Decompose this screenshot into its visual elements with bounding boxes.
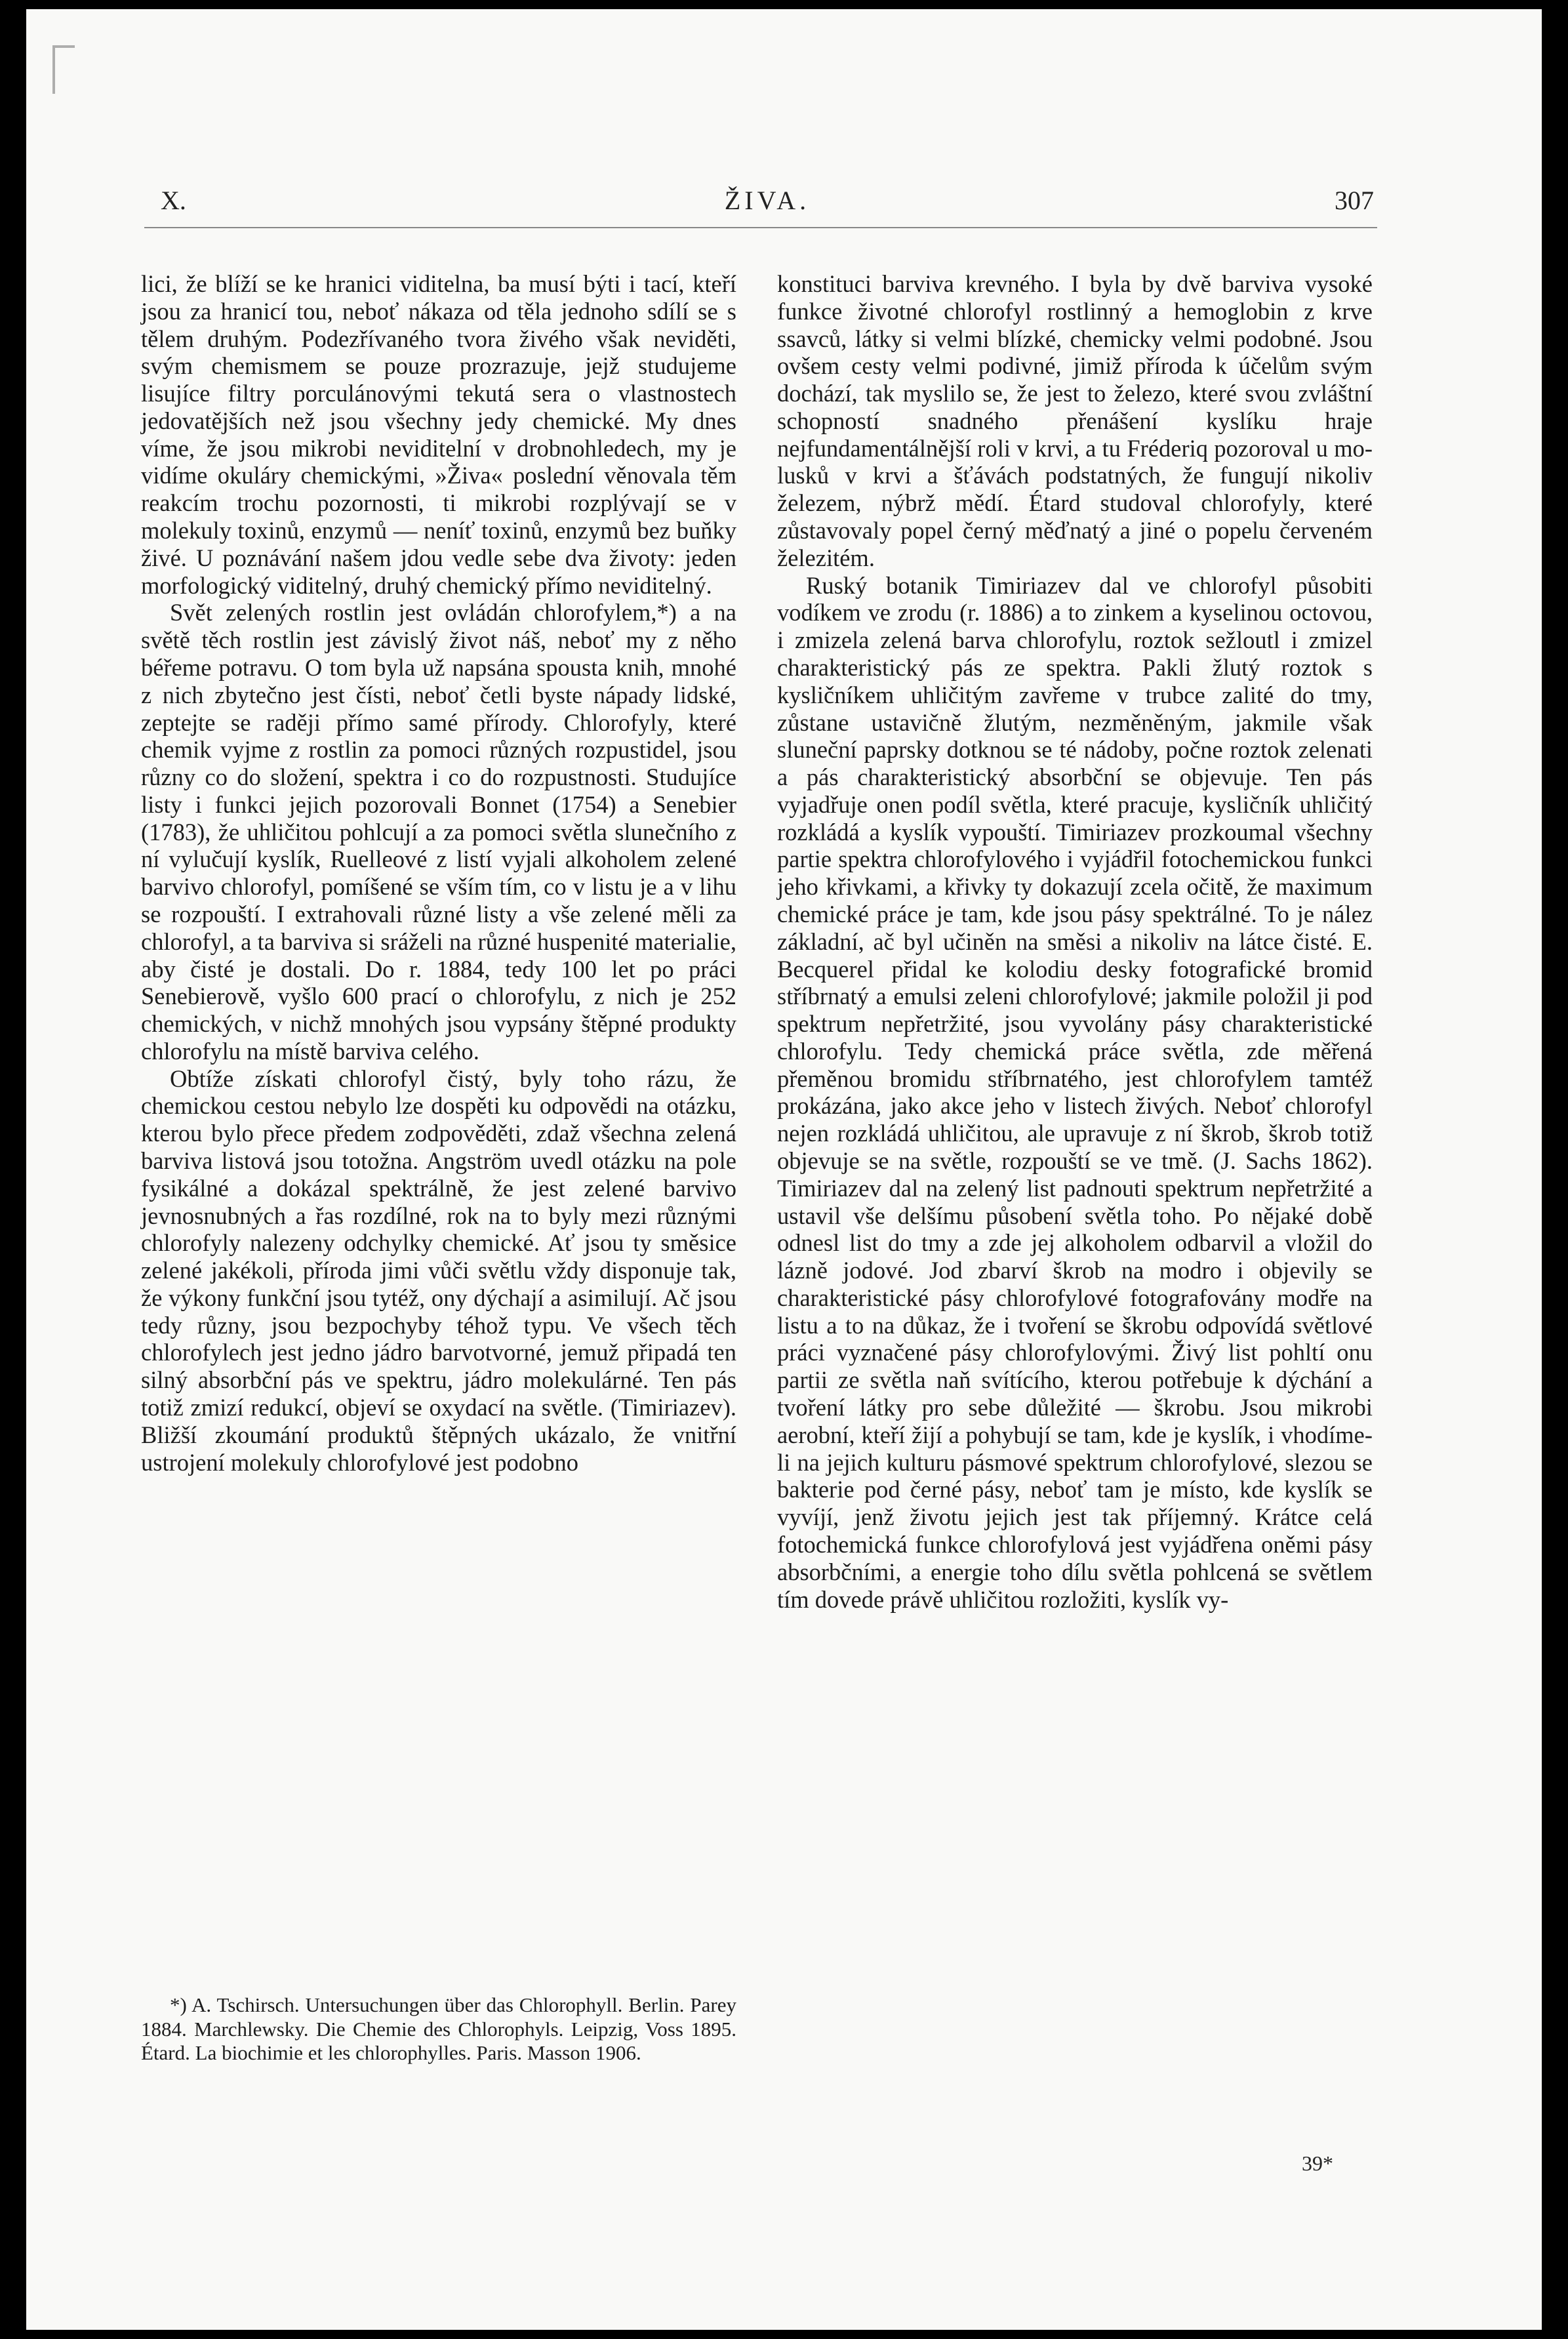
header-rule [144, 227, 1377, 228]
paragraph: Svět zelených rostlin jest ovládán chlorofylem,*) a na světě těch rostlin jest závislý život náš, neboť my z něho béřeme potravu. O tom byla už napsána spousta knih, mnohé z nich zbytečno jest čísti, neboť četli byste nápady lidské, zeptejte se raději přímo samé přírody. Chlorofyly, které chemik vyjme z rostlin za pomoci různých rozpustidel, jsou různy co do složení, spektra i co do rozpustnosti. Studujíce listy i funkci jejich pozorovali Bonnet (1754) a Senebier (1783), že uhličitou pohlcují a za pomoci světla slunečního z ní vylučují kyslík, Ruelleové z listí vyjali alkoholem zelené barvivo chlorofyl, pomíšené se vším tím, co v listu je a v lihu se rozpouští. I extrahovali různé listy a vše zelené měli za chlorofyl, a ta barviva si sráželi na různé huspenité materialie, aby čisté je dostali. Do r. 1884, tedy 100 let po práci Senebierově, vyšlo 600 prací o chlorofylu, z nich je 252 chemických, v nichž mnohých jsou vypsány štěpné produkty chlorofylu na místě barviva celého. [141, 599, 736, 1065]
footnotes [141, 1993, 736, 2065]
signature-mark: 39* [1302, 2151, 1333, 2175]
right-column [777, 270, 1373, 1613]
page [26, 9, 1542, 2330]
paragraph: konstituci barviva krevného. I byla by dvě barviva vysoké funkce životné chlorofyl rostlinný a hemoglobin z krve ssavců, látky si velmi blízké, chemicky velmi podobné. Jsou ovšem cesty velmi podivné, jimiž příroda k účelům svým dochází, tak myslilo se, že jest to železo, které svou zvláštní schopností snadného přenášení kyslíku hraje nejfundamentálnější roli v krvi, a tu Fréderiq pozoroval u mo-lusků v krvi a šťávách podstatných, že fungují nikoliv železem, nýbrž mědí. Étard studoval chlorofyly, které zůstavovaly popel černý měďnatý a jiné o popelu červeném železitém. [777, 270, 1373, 571]
paragraph: lici, že blíží se ke hranici viditelna, ba musí býti i tací, kteří jsou za hranicí tou, neboť nákaza od těla jednoho sdílí se s tělem druhým. Podezřívaného tvora živého však neviděti, svým chemismem se pouze prozrazuje, jejž studujeme lisujíce filtry porculánovými tekutá sera o vlastnostech jedovatějších než jsou všechny jedy chemické. My dnes víme, že jsou mikrobi neviditelní v drobnohledech, my je vidíme okuláry chemickými, »Živa« poslední věnovala těm reakcím trochu pozornosti, ti mikrobi rozplývají se v molekuly toxinů, enzymů — neníť toxinů, enzymů bez buňky živé. U poznávání našem jdou vedle sebe dva životy: jeden morfologický viditelný, druhý chemický přímo neviditelný. [141, 270, 736, 599]
left-column [141, 270, 736, 1476]
paragraph: Obtíže získati chlorofyl čistý, byly toho rázu, že chemickou cestou nebylo lze dospěti ku odpovědi na otázku, kterou bylo přece předem zodpověděti, zdaž všechna zelená barviva listová jsou totožna. Angström uvedl otázku na pole fysikálné a dokázal spektrálně, že jest zelené barvivo jevnosnubných a řas rozdílné, rok na to byly mezi různými chlorofyly nalezeny odchylky chemické. Ať jsou ty směsice zelené jakékoli, příroda jimi vůči světlu vždy disponuje tak, že výkony funkční jsou tytéž, ony dýchají a asimilují. Ač jsou tedy různy, jsou bezpochyby téhož typu. Ve všech těch chlorofylech jest jedno jádro barvotvorné, jemuž připadá ten silný absorbční pás ve spektru, jádro molekulárné. Ten pás totiž zmizí redukcí, objeví se oxydací na světle. (Timiriazev). Bližší zkoumání produktů štěpných ukázalo, že vnitřní ustrojení molekuly chlorofylové jest podobno [141, 1065, 736, 1476]
running-header [161, 185, 1374, 224]
paragraph: Ruský botanik Timiriazev dal ve chlorofyl působiti vodíkem ve zrodu (r. 1886) a to zinkem a kyselinou octovou, i zmizela zelená barva chlorofylu, roztok sežloutl i zmizel charakteristický pás ze spektra. Pakli žlutý roztok s kysličníkem uhličitým zavřeme v trubce zalité do tmy, zůstane ustavičně žlutým, nezměněným, jakmile však sluneční paprsky dotknou se té nádoby, počne roztok zelenati a pás charakteristický absorbční se objevuje. Ten pás vyjadřuje onen podíl světla, které pracuje, kysličník uhličitý rozkládá a kyslík vypouští. Timiriazev prozkoumal všechny partie spektra chlorofylového i vyjádřil fotochemickou funkci jeho křivkami, a křivky ty dokazují zcela očitě, že maximum chemické práce je tam, kde jsou pásy spektrálné. To je nález základní, ač byl učiněn na směsi a nikoliv na látce čisté. E. Becquerel přidal ke kolodiu desky fotografické bromid stříbrnatý a emulsi zeleni chlorofylové; jakmile položil ji pod spektrum nepřetržité, jsou vyvolány pásy charakteristické chlorofylu. Tedy chemická práce světla, zde měřená přeměnou bromidu stříbrnatého, jest chlorofylem tamtéž prokázána, jako akce jeho v listech živých. Neboť chlorofyl nejen rozkládá uhličitou, ale upravuje z ní škrob, škrob totiž objevuje se na světle, rozpouští se ve tmě. (J. Sachs 1862). Timiriazev dal na zelený list padnouti spektrum nepřetržité a ustavil vše delšímu působení světla toho. Po nějaké době odnesl list do tmy a zde jej alkoholem odbarvil a vložil do lázně jodové. Jod zbarví škrob na modro i objevily se charakteristické pásy chlorofylové fotografovány modře na listu a to na důkaz, že i tvoření se škrobu odpovídá světlové práci vyznačené pásy chlorofylovými. Živý list pohltí onu partii ze světla naň svítícího, kterou potřebuje k dýchání a tvoření látky pro sebe důležité — škrobu. Jsou mikrobi aerobní, kteří žijí a pohybují se tam, kde je kyslík, i vhodíme-li na jejich kulturu pásmové spektrum chlorofylové, slezou se bakterie pod černé pásy, neboť tam je místo, kde kyslík se vyvíjí, jenž životu jejich jest tak příjemný. Krátce celá fotochemická funkce chlorofylová jest vyjádřena oněmi pásy absorbčními, a energie toho dílu světla pohlcená se světlem tím dovede právě uhličitou rozložiti, kyslík vy- [777, 571, 1373, 1613]
journal-title: ŽIVA. [724, 186, 811, 215]
volume-number: X. [161, 186, 186, 215]
scan-mark [52, 45, 75, 94]
page-number: 307 [1335, 186, 1374, 215]
footnote: *) A. Tschirsch. Untersuchungen über das Chlorophyll. Berlin. Parey 1884. Marchlewsky. Die Chemie des Chlorophyls. Leipzig, Voss 1895. Étard. La biochimie et les chlorophylles. Paris. Masson 1906. [141, 1993, 736, 2065]
